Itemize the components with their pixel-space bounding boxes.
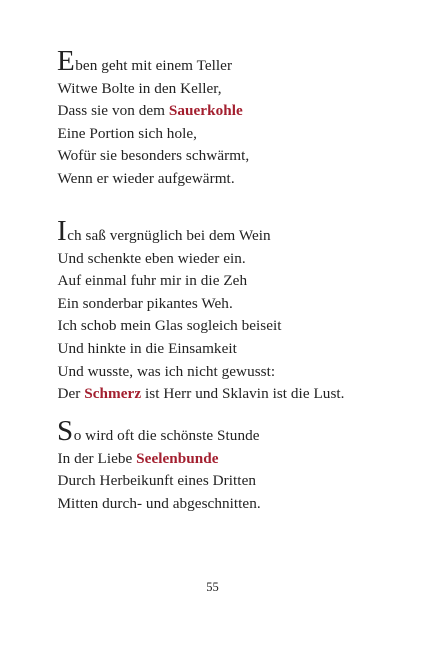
drop-cap: S	[57, 415, 74, 447]
line-text: Wofür sie besonders schwärmt,	[57, 147, 250, 165]
poem-line	[57, 45, 397, 77]
line-text: Und hinkte in die Einsamkeit	[57, 339, 237, 357]
drop-cap: I	[57, 215, 67, 247]
poem-line	[57, 73, 397, 96]
poem-line	[57, 265, 397, 288]
poem-line	[57, 356, 397, 379]
highlighted-word: Schmerz	[84, 385, 142, 403]
line-text: Mitten durch- und abgeschnitten.	[57, 494, 261, 512]
line-text: Ich schob mein Glas sogleich beiseit	[57, 317, 282, 335]
line-text: ben geht mit einem Teller	[75, 57, 233, 74]
poem-line	[57, 465, 397, 488]
poem-line	[57, 140, 397, 163]
line-text-tail: ist Herr und Sklavin ist die Lust.	[141, 385, 345, 403]
poem-line	[57, 163, 397, 186]
stanza-2	[57, 215, 397, 403]
poem-line	[57, 118, 397, 141]
poem-line	[57, 215, 397, 247]
line-text: Eine Portion sich hole,	[57, 124, 198, 142]
page-number: 55	[206, 580, 219, 594]
poem-line	[57, 443, 397, 466]
highlighted-word: Seelenbunde	[136, 449, 219, 467]
poem-line	[57, 310, 397, 333]
line-text: Dass sie von dem	[57, 102, 169, 120]
line-text: Ein sonderbar pikantes Weh.	[57, 294, 233, 312]
poem-line	[57, 333, 397, 356]
poem-line	[57, 488, 397, 511]
line-text: In der Liebe	[57, 449, 137, 467]
line-text: Der	[57, 385, 85, 403]
line-text: Witwe Bolte in den Keller,	[57, 79, 222, 97]
drop-cap: E	[57, 45, 75, 77]
line-text: Und schenkte eben wieder ein.	[57, 249, 246, 267]
stanza-1	[57, 45, 397, 187]
poem-line	[57, 378, 397, 401]
poem-line	[57, 243, 397, 266]
line-text: o wird oft die schönste Stunde	[73, 427, 260, 444]
line-text: Durch Herbeikunft eines Dritten	[57, 472, 256, 490]
poem-line	[57, 95, 397, 118]
line-text: ch saß vergnüglich bei dem Wein	[67, 227, 271, 244]
line-text: Und wusste, was ich nicht gewusst:	[57, 362, 276, 380]
poem-line	[57, 288, 397, 311]
highlighted-word: Sauerkohle	[168, 102, 243, 120]
poem-line	[57, 415, 397, 447]
stanza-3	[57, 415, 397, 512]
line-text: Wenn er wieder aufgewärmt.	[57, 169, 235, 187]
line-text: Auf einmal fuhr mir in die Zeh	[57, 272, 248, 290]
